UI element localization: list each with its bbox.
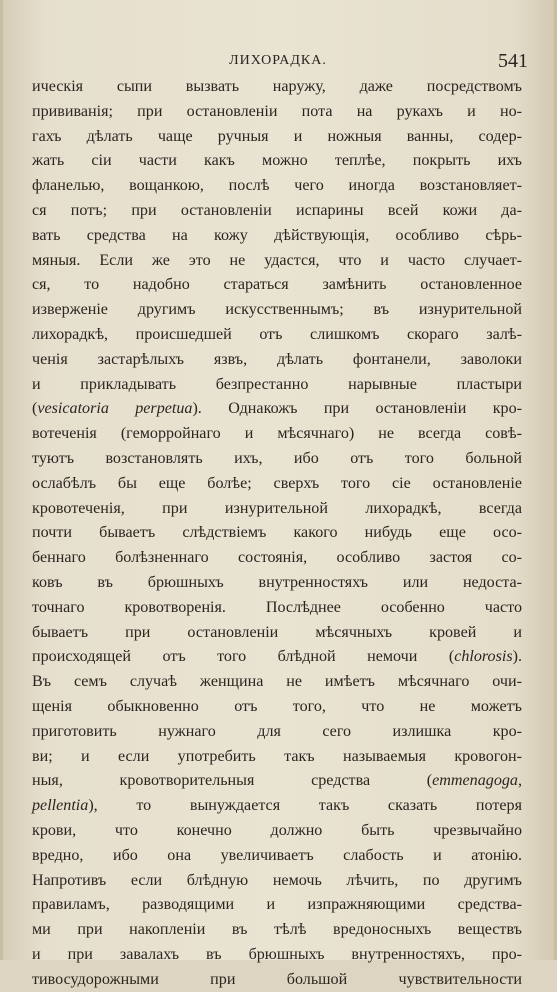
text-fragment: изверженіе другимъ искусственнымъ; въ изнурительной [32, 301, 522, 319]
latin-term: emmenagoga [432, 772, 518, 790]
text-line [32, 75, 522, 100]
text-fragment: ), то вынуждается такъ сказать потеря [88, 797, 522, 815]
text-line [32, 224, 522, 249]
page-header [28, 50, 528, 74]
text-line [32, 273, 522, 298]
text-fragment: ( [32, 400, 38, 418]
text-line [32, 546, 522, 571]
text-line [32, 497, 522, 522]
text-line [32, 596, 522, 621]
text-line [32, 174, 522, 199]
text-line [32, 720, 522, 745]
page-number: 541 [498, 50, 528, 72]
text-fragment: вать средства на кожу дѣйствующія, особливо сѣрь- [32, 226, 522, 244]
text-fragment: ). [512, 648, 522, 666]
text-line [32, 645, 522, 670]
text-line [32, 373, 522, 398]
text-fragment: беннаго болѣзненнаго состоянія, особливо застоя со- [32, 549, 522, 567]
text-line [32, 893, 522, 918]
text-line [32, 769, 522, 794]
text-fragment: правиламъ, разводящими и изпражняющими средства- [32, 896, 522, 914]
text-fragment: Напротивъ если блѣдную немочь лѣчить, по другимъ [32, 871, 522, 889]
text-fragment: лихорадкѣ, происшедшей отъ слишкомъ скораго залѣ- [32, 325, 522, 343]
text-fragment: и при завалахъ въ брюшныхъ внутренностяхъ, про- [32, 945, 522, 963]
body-text [32, 75, 522, 992]
text-fragment: фланелью, вощанкою, послѣ чего иногда возстановляет- [32, 177, 522, 195]
latin-term: chlorosis [454, 648, 513, 666]
text-fragment: ся, то надобно стараться замѣнить остановленное [32, 276, 522, 294]
text-line [32, 869, 522, 894]
text-line [32, 199, 522, 224]
text-fragment: прививанія; при остановленіи пота на рукахъ и но- [32, 102, 522, 120]
text-fragment: ви; и если употребить такъ называемыя кровогон- [32, 747, 522, 765]
text-fragment: Въ семъ случаѣ женщина не имѣетъ мѣсячнаго очи- [32, 673, 522, 691]
text-fragment: ся потъ; при остановленіи испарины всей кожи да- [32, 201, 522, 219]
latin-term: pellentia [32, 797, 89, 815]
text-line [32, 571, 522, 596]
text-line [32, 422, 522, 447]
text-line [32, 819, 522, 844]
text-fragment: происходящей отъ того блѣдной немочи ( [32, 648, 455, 666]
text-fragment: мяныя. Если же это не удастся, что и часто случает- [32, 251, 522, 269]
text-fragment: тивосудорожными при большой чувствительности [32, 970, 522, 988]
text-fragment: вотеченія (геморройнаго и мѣсячнаго) не всегда совѣ- [32, 425, 522, 443]
text-line [32, 397, 522, 422]
text-fragment: бываетъ при остановленіи мѣсячныхъ кровей и [32, 623, 522, 641]
text-line [32, 968, 522, 992]
text-fragment: ). Однакожъ при остановленіи кро- [192, 400, 522, 418]
running-head: ЛИХОРАДКА. [229, 53, 327, 68]
text-fragment: ченія застарѣлыхъ язвъ, дѣлать фонтанели, заволоки [32, 350, 522, 368]
text-line [32, 149, 522, 174]
text-line [32, 348, 522, 373]
text-line [32, 943, 522, 968]
text-fragment: ковъ въ брюшныхъ внутренностяхъ или недоста- [32, 573, 522, 591]
text-fragment: щенія обыкновенно отъ того, что не можетъ [32, 697, 522, 715]
text-line [32, 447, 522, 472]
text-line [32, 521, 522, 546]
text-fragment: почти бываетъ слѣдствіемъ какого нибудь еще осо- [32, 524, 522, 542]
text-fragment: ми при накопленіи въ тѣлѣ вредоносныхъ веществъ [32, 921, 522, 939]
text-fragment: гахъ дѣлать чаще ручныя и ножныя ванны, содер- [32, 127, 522, 145]
text-fragment: жать сіи части какъ можно теплѣе, покрыть ихъ [32, 152, 522, 170]
text-fragment: кровотеченія, при изнурительной лихорадкѣ, всегда [32, 499, 522, 517]
text-line [32, 472, 522, 497]
text-line [32, 844, 522, 869]
text-fragment: туютъ возстановлять ихъ, ибо отъ того больной [32, 449, 522, 467]
text-fragment: ическія сыпи вызвать наружу, даже посредствомъ [32, 78, 522, 95]
text-fragment: и прикладывать безпрестанно нарывные пластыри [32, 375, 522, 393]
text-line [32, 621, 522, 646]
page-edge-left [0, 0, 3, 960]
text-line [32, 670, 522, 695]
text-fragment: ныя, кровотворительныя средства ( [32, 772, 433, 790]
latin-term: vesicatoria perpetua [37, 400, 193, 418]
text-fragment: приготовить нужнаго для сего излишка кро- [32, 722, 522, 740]
text-line [32, 125, 522, 150]
text-line [32, 918, 522, 943]
text-fragment: крови, что конечно должно быть чрезвычайно [32, 821, 522, 839]
text-line [32, 100, 522, 125]
text-line [32, 794, 522, 819]
text-fragment: вредно, ибо она увеличиваетъ слабость и атонію. [32, 846, 522, 864]
text-line [32, 298, 522, 323]
text-line [32, 249, 522, 274]
text-fragment: ослабѣлъ бы еще болѣе; сверхъ того сіе остановленіе [32, 474, 522, 492]
text-line [32, 745, 522, 770]
text-line [32, 323, 522, 348]
text-fragment: , [517, 772, 522, 790]
text-line [32, 695, 522, 720]
text-fragment: точнаго кровотворенія. Послѣднее особенно часто [32, 598, 522, 616]
